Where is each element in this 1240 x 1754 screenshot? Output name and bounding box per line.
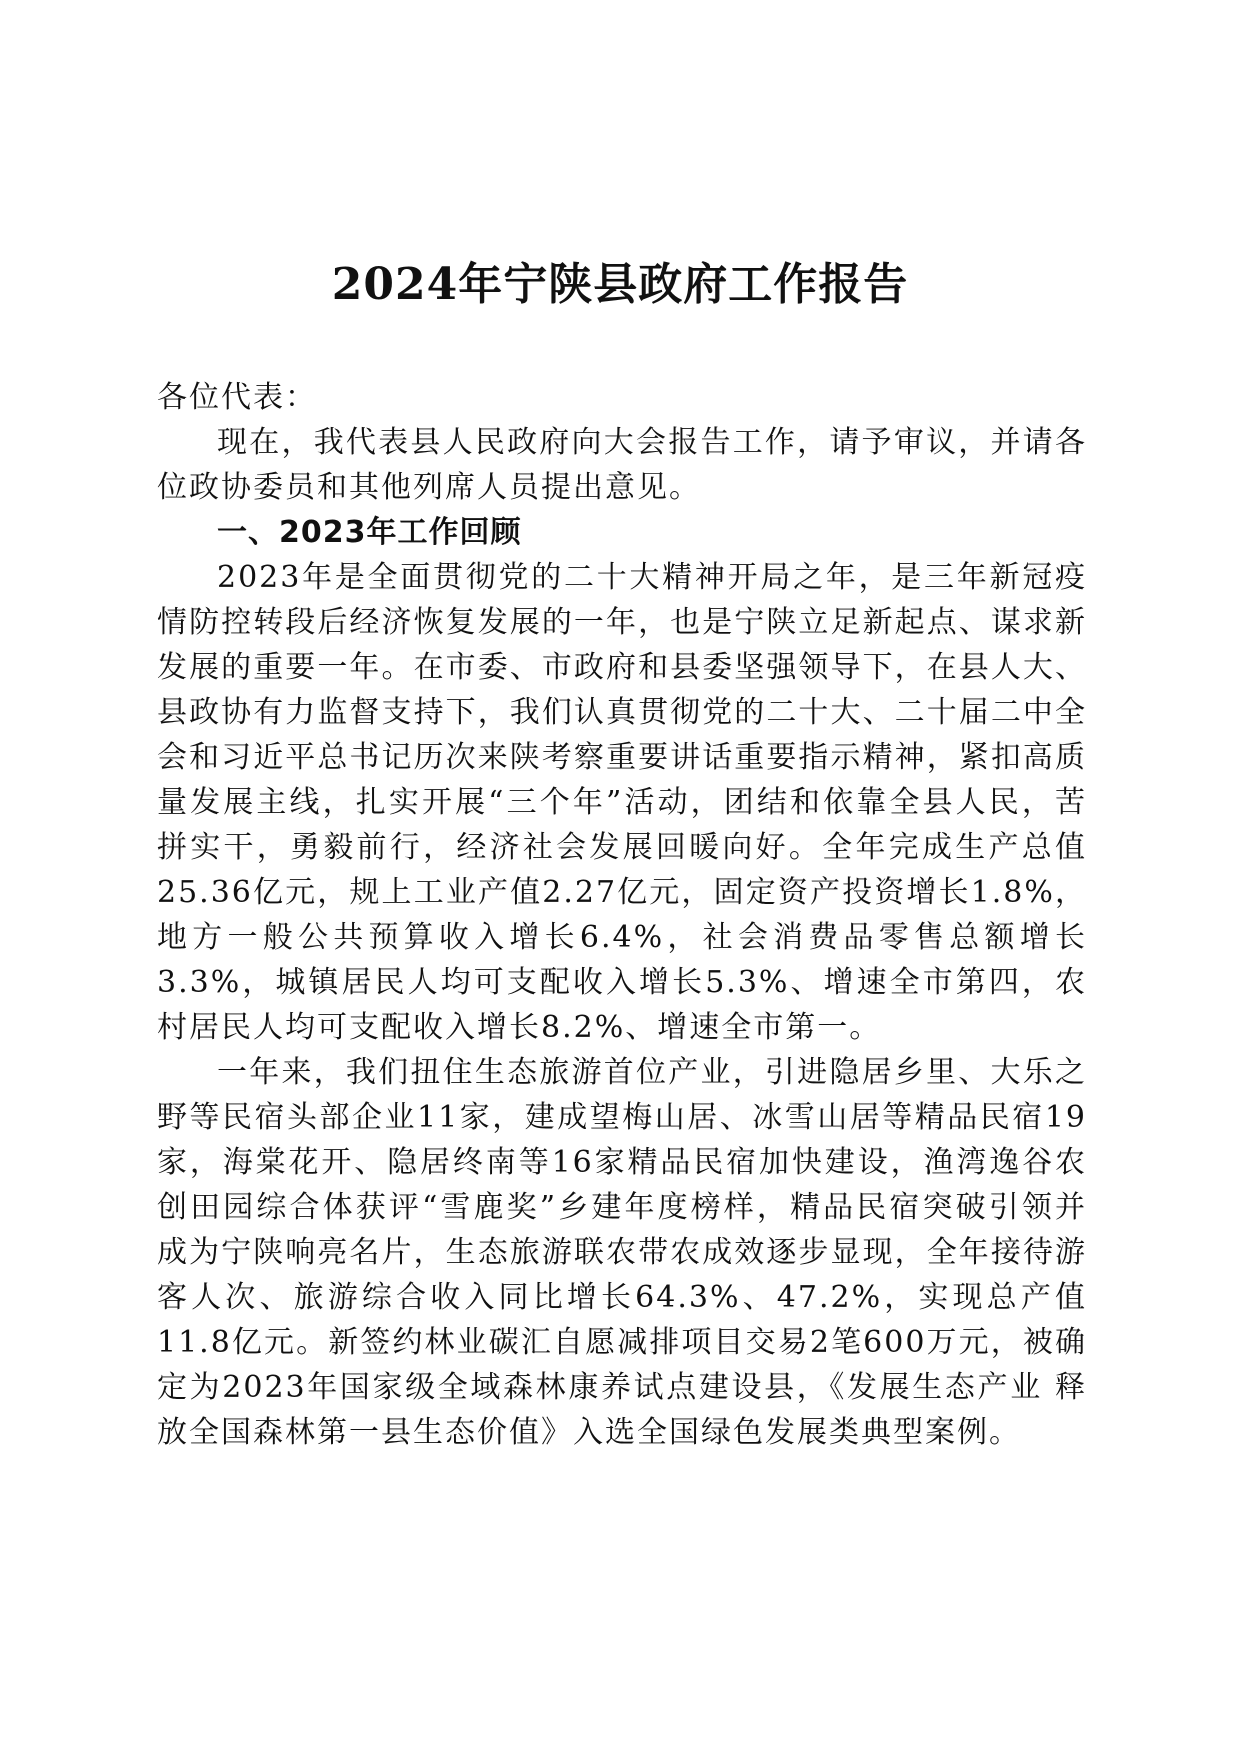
salutation: 各位代表： — [157, 380, 317, 415]
paragraph-1: 2023年是全面贯彻党的二十大精神开局之年，是三年新冠疫情防控转段后经济恢复发展的一年，也是宁陕立足新起点、谋求新发展的重要一年。在市委、市政府和县委坚强领导下，在县人大、县政协有力监督支持下，我们认真贯彻党的二十大、二十届二中全会和习近平总书记历次来陕考察重要讲话重要指示精神，紧扣高质量发展主线，扎实开展“三个年”活动，团结和依靠全县人民，苦拼实干，勇毅前行，经济社会发展回暖向好。全年完成生产总值25.36亿元，规上工业产值2.27亿元，固定资产投资增长1.8%，地方一般公共预算收入增长6.4%，社会消费品零售总额增长3.3%，城镇居民人均可支配收入增长5.3%、增速全市第四，农村居民人均可支配收入增长8.2%、增速全市第一。 — [157, 560, 1087, 1045]
paragraph-2: 一年来，我们扭住生态旅游首位产业，引进隐居乡里、大乐之野等民宿头部企业11家，建成望梅山居、冰雪山居等精品民宿19家，海棠花开、隐居终南等16家精品民宿加快建设，渔湾逸谷农创田园综合体获评“雪鹿奖”乡建年度榜样，精品民宿突破引领并成为宁陕响亮名片，生态旅游联农带农成效逐步显现，全年接待游客人次、旅游综合收入同比增长64.3%、47.2%，实现总产值11.8亿元。新签约林业碳汇自愿减排项目交易2笔600万元，被确定为2023年国家级全域森林康养试点建设县，《发展生态产业 释放全国森林第一县生态价值》入选全国绿色发展类典型案例。 — [157, 1055, 1087, 1450]
intro-paragraph: 现在，我代表县人民政府向大会报告工作，请予审议，并请各位政协委员和其他列席人员提出意见。 — [157, 425, 1087, 505]
document-body — [157, 375, 1087, 1455]
document-title: 2024年宁陕县政府工作报告 — [331, 259, 909, 310]
section-heading: 一、2023年工作回顾 — [217, 515, 522, 550]
